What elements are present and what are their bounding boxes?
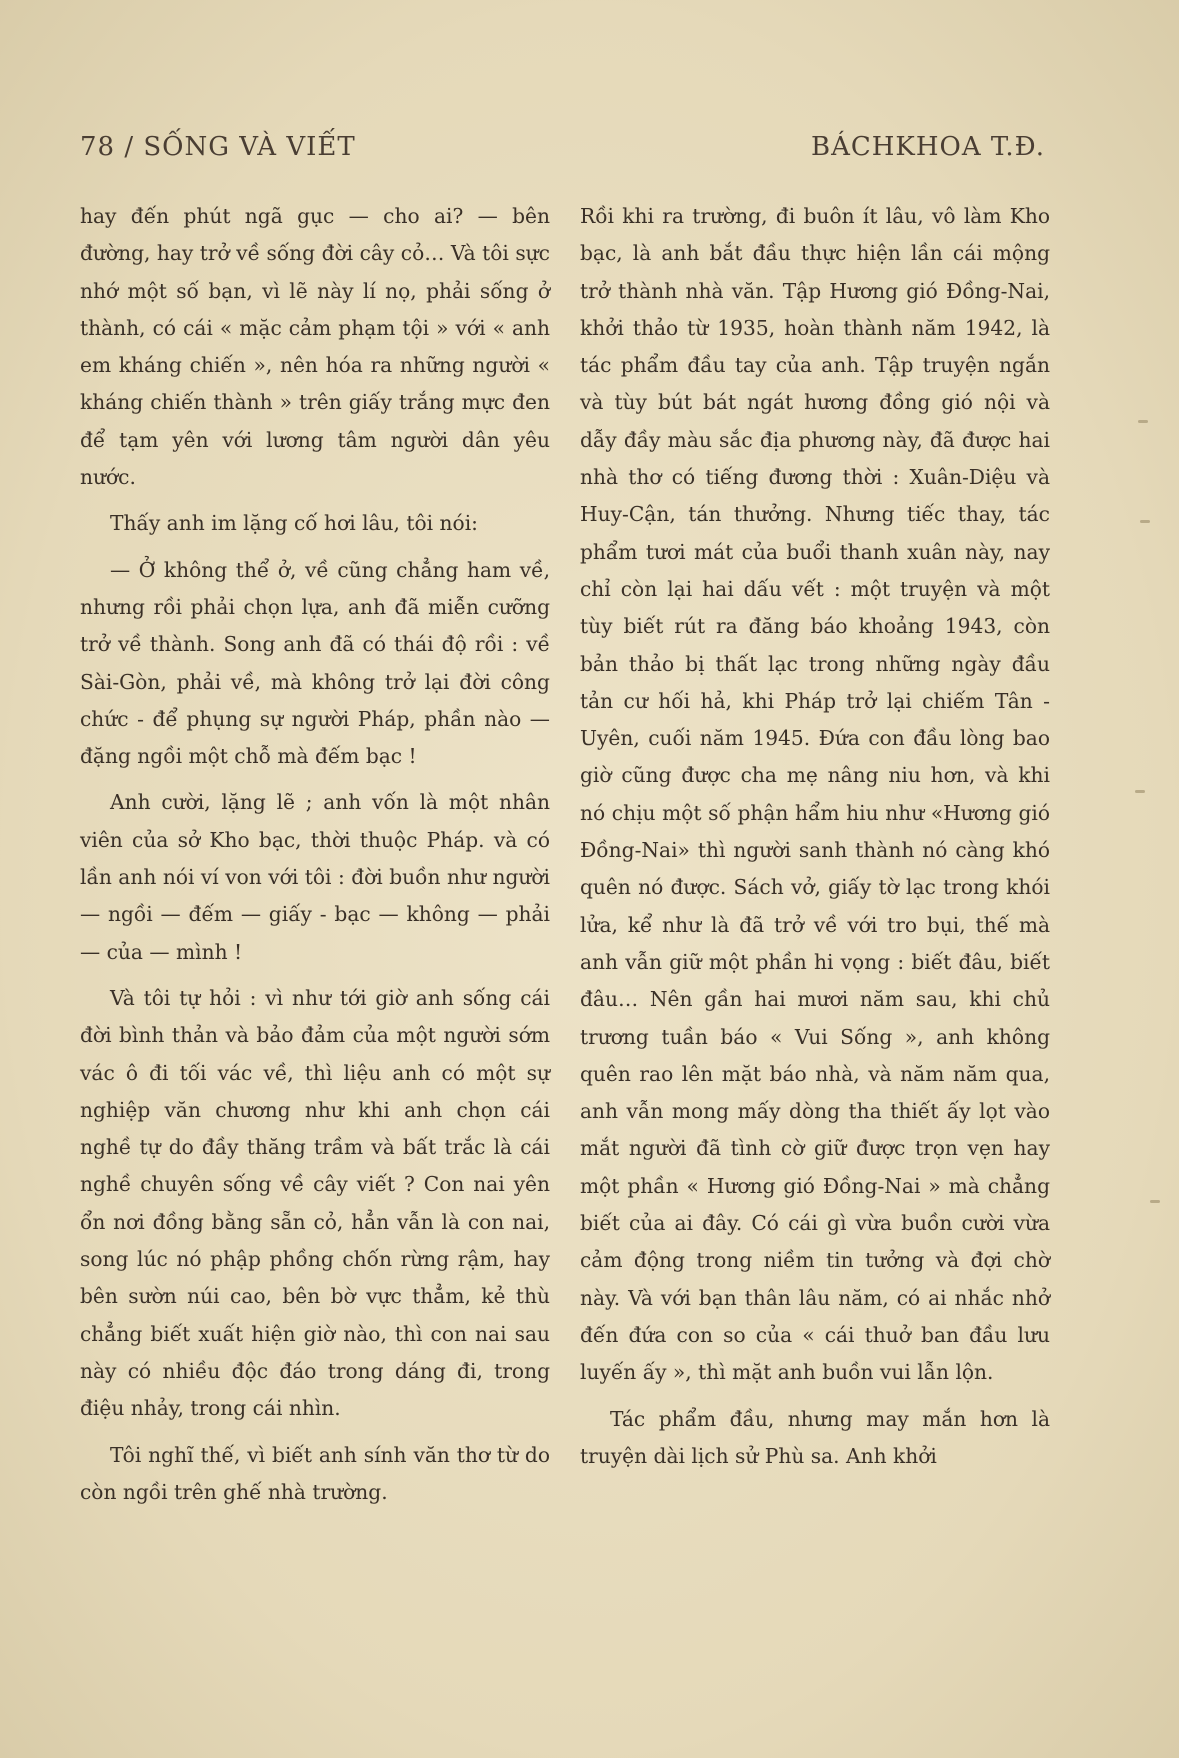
header-left: 78 / SỐNG VÀ VIẾT bbox=[80, 132, 356, 162]
left-column bbox=[80, 198, 550, 1520]
paper-mark bbox=[1138, 420, 1148, 423]
paper-mark bbox=[1140, 520, 1150, 523]
paragraph: — Ở không thể ở, về cũng chẳng ham về, nhưng rồi phải chọn lựa, anh đã miễn cưỡng trở về thành. Song anh đã có thái độ rồi : về Sài-Gòn, phải về, mà không trở lại đời công chức - để phụng sự người Pháp, phần nào — đặng ngồi một chỗ mà đếm bạc ! bbox=[80, 557, 550, 769]
paragraph: Thấy anh im lặng cố hơi lâu, tôi nói: bbox=[110, 511, 478, 536]
paragraph: Anh cười, lặng lẽ ; anh vốn là một nhân viên của sở Kho bạc, thời thuộc Pháp. và có lần anh nói ví von với tôi : đời buồn như người — ngồi — đếm — giấy - bạc — không — phải — của — mình ! bbox=[80, 790, 550, 964]
paragraph: hay đến phút ngã gục — cho ai? — bên đường, hay trở về sống đời cây cỏ… Và tôi sực nhớ một số bạn, vì lẽ này lí nọ, phải sống ở thành, có cái « mặc cảm phạm tội » với « anh em kháng chiến », nên hóa ra những người « kháng chiến thành » trên giấy trắng mực đen để tạm yên với lương tâm người dân yêu nước. bbox=[80, 204, 550, 490]
paragraph: Rồi khi ra trường, đi buôn ít lâu, vô làm Kho bạc, là anh bắt đầu thực hiện lần cái mộng trở thành nhà văn. Tập Hương gió Đồng-Nai, khởi thảo từ 1935, hoàn thành năm 1942, là tác phẩm đầu tay của anh. Tập truyện ngắn và tùy bút bát ngát hương đồng gió nội và dẫy đầy màu sắc địa phương này, đã được hai nhà thơ có tiếng đương thời : Xuân-Diệu và Huy-Cận, tán thưởng. Nhưng tiếc thay, tác phẩm tươi mát của buổi thanh xuân này, nay chỉ còn lại hai dấu vết : một truyện và một tùy biết rút ra đăng báo khoảng 1943, còn bản thảo bị thất lạc trong những ngày đầu tản cư hối hả, khi Pháp trở lại chiếm Tân - Uyên, cuối năm 1945. Đứa con đầu lòng bao giờ cũng được cha mẹ nâng niu hơn, và khi nó chịu một số phận hẩm hiu như «Hương gió Đồng-Nai» thì người sanh thành nó càng khó quên nó được. Sách vở, giấy tờ lạc trong khói lửa, kể như là đã trở về với tro bụi, thế mà anh vẫn giữ một phần hi vọng : biết đâu, biết đâu… Nên gần hai mươi năm sau, khi chủ trương tuần báo « Vui Sống », anh không quên rao lên mặt báo nhà, và năm năm qua, anh vẫn mong mấy dòng tha thiết ấy lọt vào mắt người đã tình cờ giữ được trọn vẹn hay một phần « Hương gió Đồng-Nai » mà chẳng biết của ai đây. Có cái gì vừa buồn cười vừa cảm động trong niềm tin tưởng và đợi chờ này. Và với bạn thân lâu năm, có ai nhắc nhở đến đứa con so của « cái thuở ban đầu lưu luyến ấy », thì mặt anh buồn vui lẫn lộn. bbox=[580, 204, 1050, 1385]
paper-mark bbox=[1150, 1200, 1160, 1203]
header-right: BÁCHKHOA T.Đ. bbox=[810, 132, 1045, 162]
page-header bbox=[80, 132, 1045, 172]
paragraph: Và tôi tự hỏi : vì như tới giờ anh sống cái đời bình thản và bảo đảm của một người sớm vác ô đi tối vác về, thì liệu anh có một sự nghiệp văn chương như khi anh chọn cái nghề tự do đầy thăng trầm và bất trắc là cái nghề chuyên sống về cây viết ? Con nai yên ổn nơi đồng bằng sẵn cỏ, hẳn vẫn là con nai, song lúc nó phập phồng chốn rừng rậm, hay bên sườn núi cao, bên bờ vực thẳm, kẻ thù chẳng biết xuất hiện giờ nào, thì con nai sau này có nhiều độc đáo trong dáng đi, trong điệu nhảy, trong cái nhìn. bbox=[80, 985, 550, 1421]
paragraph: Tác phẩm đầu, nhưng may mắn hơn là truyện dài lịch sử Phù sa. Anh khởi bbox=[580, 1406, 1050, 1468]
right-column bbox=[580, 198, 1050, 1484]
paper-mark bbox=[1135, 790, 1145, 793]
paragraph: Tôi nghĩ thế, vì biết anh sính văn thơ từ do còn ngồi trên ghế nhà trường. bbox=[80, 1442, 550, 1504]
